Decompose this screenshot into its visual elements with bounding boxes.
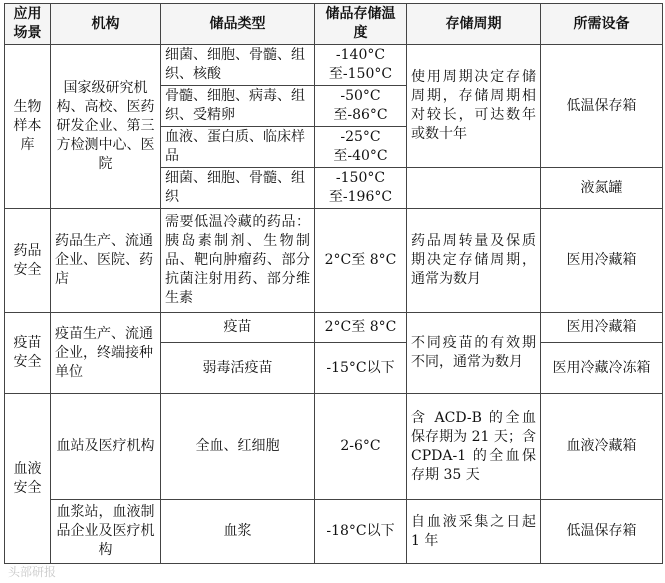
period-cell: 自血液采集之日起 1 年 (407, 500, 541, 564)
org-cell: 血站及医疗机构 (51, 394, 161, 500)
temp-cell: -25°C至-40°C (315, 127, 407, 168)
type-cell: 疫苗 (161, 313, 315, 343)
temp-cell: -18°C以下 (315, 500, 407, 564)
type-cell: 血液、蛋白质、临床样品 (161, 127, 315, 168)
period-cell: 药品周转量及保质期决定存储周期，通常为数月 (407, 209, 541, 313)
type-cell: 全血、红细胞 (161, 394, 315, 500)
type-cell: 血浆 (161, 500, 315, 564)
equip-cell: 液氮罐 (541, 168, 663, 209)
org-cell: 血浆站，血液制品企业及医疗机构 (51, 500, 161, 564)
scene-cell: 血液安全 (5, 394, 51, 564)
period-filler (407, 168, 541, 209)
equip-cell: 医用冷藏箱 (541, 209, 663, 313)
equip-cell: 低温保存箱 (541, 45, 663, 168)
header-scene: 应用场景 (5, 4, 51, 45)
temp-cell: 2-6°C (315, 394, 407, 500)
temp-cell: -140°C至-150°C (315, 45, 407, 86)
header-equip: 所需设备 (541, 4, 663, 45)
org-cell: 药品生产、流通企业、医院、药店 (51, 209, 161, 313)
header-period: 存储周期 (407, 4, 541, 45)
temp-cell: -15°C以下 (315, 343, 407, 394)
scene-cell: 疫苗安全 (5, 313, 51, 394)
equip-cell: 血液冷藏箱 (541, 394, 663, 500)
temp-cell: 2°C至 8°C (315, 313, 407, 343)
period-cell: 使用周期决定存储周期，存储周期相对较长，可达数年或数十年 (407, 45, 541, 168)
org-cell: 疫苗生产、流通企业，终端接种单位 (51, 313, 161, 394)
type-cell: 骨髓、细胞、病毒、组织、受精卵 (161, 86, 315, 127)
header-type: 储品类型 (161, 4, 315, 45)
temp-cell: -150°C至-196°C (315, 168, 407, 209)
temp-cell: 2°C至 8°C (315, 209, 407, 313)
table-row (5, 45, 663, 86)
storage-table (4, 3, 663, 564)
header-org: 机构 (51, 4, 161, 45)
equip-cell: 医用冷藏箱 (541, 313, 663, 343)
header-temp: 储品存储温度 (315, 4, 407, 45)
type-cell: 细菌、细胞、骨髓、组织、核酸 (161, 45, 315, 86)
equip-cell: 医用冷藏冷冻箱 (541, 343, 663, 394)
table-row (5, 209, 663, 313)
header-row (5, 4, 663, 45)
scene-cell: 药品安全 (5, 209, 51, 313)
watermark: 头部研报 (8, 565, 57, 579)
scene-cell: 生物样本库 (5, 45, 51, 209)
type-cell: 需要低温冷藏的药品：胰岛素制剂、生物制品、靶向肿瘤药、部分抗菌注射用药、部分维生素 (161, 209, 315, 313)
table-row (5, 500, 663, 564)
equip-cell: 低温保存箱 (541, 500, 663, 564)
period-cell: 不同疫苗的有效期不同，通常为数月 (407, 313, 541, 394)
type-cell: 细菌、细胞、骨髓、组织 (161, 168, 315, 209)
org-cell: 国家级研究机构、高校、医药研发企业、第三方检测中心、医院 (51, 45, 161, 209)
table-row (5, 313, 663, 343)
period-cell: 含 ACD-B 的全血保存期为 21 天；含 CPDA-1 的全血保存期 35 天 (407, 394, 541, 500)
temp-cell: -50°C至-86°C (315, 86, 407, 127)
table-row (5, 394, 663, 500)
type-cell: 弱毒活疫苗 (161, 343, 315, 394)
